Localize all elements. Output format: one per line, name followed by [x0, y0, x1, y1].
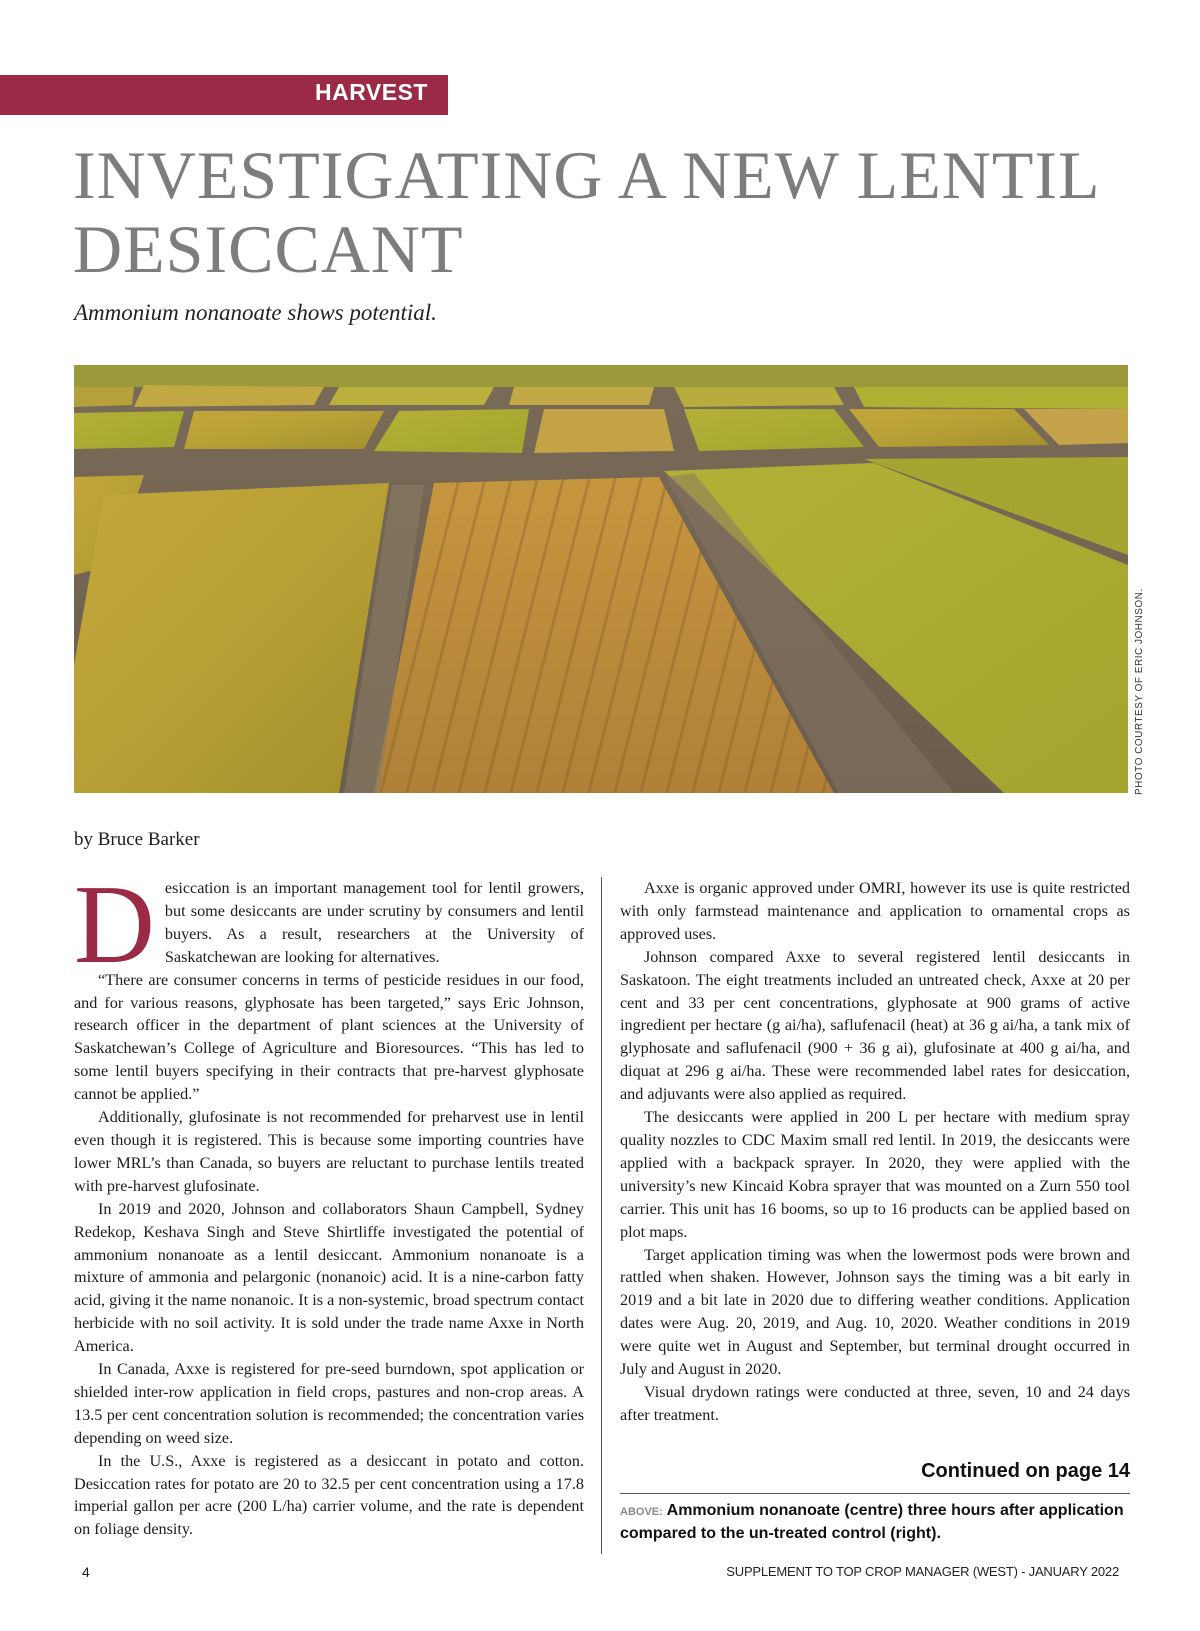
- article-deck: Ammonium nonanoate shows potential.: [74, 300, 437, 325]
- lentil-plots-photo: [74, 365, 1128, 793]
- paragraph: In Canada, Axxe is registered for pre-seed burndown, spot application or shielded inter-row application in field crops, pastures and non-crop areas. A 13.5 per cent concentration solution is recommended; the concentration varies depending on weed size.: [74, 1360, 584, 1447]
- section-banner: [0, 75, 448, 115]
- page-number: 4: [82, 1564, 90, 1580]
- paragraph: Axxe is organic approved under OMRI, however its use is quite restricted with only farmstead maintenance and application to ornamental crops as approved uses.: [620, 879, 1130, 943]
- photo-caption: [620, 1500, 1130, 1544]
- paragraph-text: esiccation is an important management tool for lentil growers, but some desiccants are under scrutiny by consumers and lentil buyers. As a result, researchers at the University of Saskatchewan are looking for alternatives.: [164, 879, 584, 966]
- caption-text: Ammonium nonanoate (centre) three hours after application compared to the un-treated control (right).: [620, 1502, 1124, 1542]
- body-column-right: [620, 877, 1130, 1427]
- paragraph: In 2019 and 2020, Johnson and collaborators Shaun Campbell, Sydney Redekop, Keshava Singh and Steve Shirtliffe investigated the potential of ammonium nonanoate as a lentil desiccant. Ammonium nonanoate is a mixture of ammonia and pelargonic (nonanoic) acid. It is a nine-carbon fatty acid, giving it the name nonanoic. It is a non-systemic, broad spectrum contact herbicide with no soil activity. It is sold under the trade name Axxe in North America.: [74, 1199, 584, 1356]
- caption-rule: [620, 1493, 1130, 1494]
- paragraph: Johnson compared Axxe to several registered lentil desiccants in Saskatoon. The eight treatments included an untreated check, Axxe at 20 per cent and 33 per cent concentrations, glyphosate at 900 grams of active ingredient per hectare (g ai/ha), saflufenacil (heat) at 36 g ai/ha, a tank mix of glyphosate and saflufenacil (900 + 36 g ai), glufosinate at 400 g ai/ha, and diquat at 296 g ai/ha. These were recommended label rates for desiccation, and adjuvants were also applied as required.: [620, 947, 1130, 1104]
- paragraph: Target application timing was when the lowermost pods were brown and rattled when shaken. However, Johnson says the timing was a bit early in 2019 and a bit late in 2020 due to differing weather conditions. Application dates were Aug. 20, 2019, and Aug. 10, 2020. Weather conditions in 2019 were quite wet in August and September, but terminal drought occurred in July and August in 2020.: [620, 1245, 1130, 1379]
- paragraph: The desiccants were applied in 200 L per hectare with medium spray quality nozzles to CDC Maxim small red lentil. In 2019, the desiccants were applied with a backpack sprayer. In 2020, they were applied with the university’s new Kincaid Kobra sprayer that was mounted on a Zurn 550 tool carrier. This unit has 16 booms, so up to 16 products can be applied based on plot maps.: [620, 1108, 1130, 1241]
- article-headline: INVESTIGATING A NEW LENTIL DESICCANT: [73, 137, 1099, 287]
- column-divider: [601, 877, 602, 1554]
- caption-label: ABOVE:: [620, 1506, 663, 1518]
- paragraph: Additionally, glufosinate is not recommended for preharvest use in lentil even though it is registered. This is because some importing countries have lower MRL’s than Canada, so buyers are reluctant to purchase lentils treated with pre-harvest glufosinate.: [74, 1108, 584, 1195]
- paragraph: In the U.S., Axxe is registered as a desiccant in potato and cotton. Desiccation rates for potato are 20 to 32.5 per cent concentration using a 17.8 imperial gallon per acre (200 L/ha) carrier volume, and the rate is dependent on foliage density.: [74, 1451, 584, 1539]
- drop-cap: D: [74, 863, 155, 987]
- paragraph: “There are consumer concerns in terms of pesticide residues in our food, and for various reasons, glyphosate has been targeted,” says Eric Johnson, research officer in the department of plant sciences at the University of Saskatchewan’s College of Agriculture and Bioresources. “This has led to some lentil buyers specifying in their contracts that pre-harvest glyphosate cannot be applied.”: [74, 970, 584, 1104]
- continued-link[interactable]: Continued on page 14: [921, 1460, 1130, 1482]
- photo-credit: PHOTO COURTESY OF ERIC JOHNSON.: [1134, 588, 1145, 795]
- paragraph: [74, 863, 584, 987]
- section-label: HARVEST: [315, 79, 428, 105]
- paragraph: Visual drydown ratings were conducted at three, seven, 10 and 24 days after treatment.: [620, 1382, 1130, 1424]
- byline: by Bruce Barker: [74, 829, 200, 850]
- body-column-left: [74, 863, 584, 1541]
- publication-footer: SUPPLEMENT TO TOP CROP MANAGER (WEST) - JANUARY 2022: [726, 1564, 1119, 1579]
